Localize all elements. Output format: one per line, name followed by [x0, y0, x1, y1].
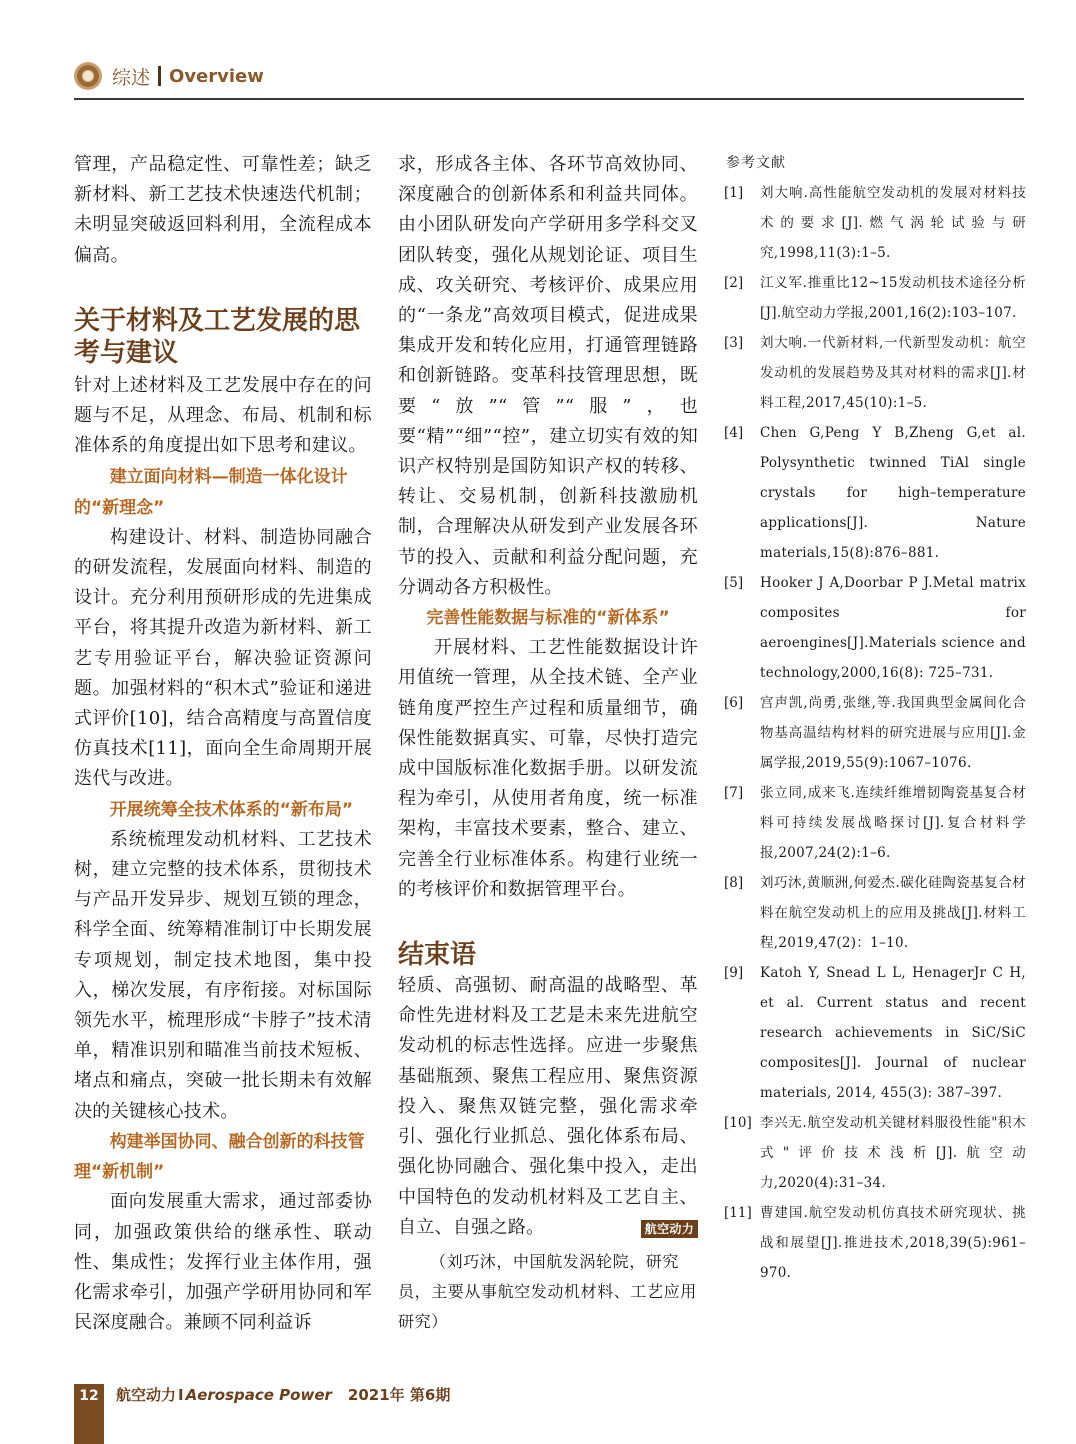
header-divider: [158, 66, 161, 86]
page-header: [74, 58, 264, 94]
reference-number: [10]: [724, 1115, 752, 1131]
paragraph-new-system: 开展材料、工艺性能数据设计许用值统一管理，从全技术链、全产业链角度严控生产过程和质量细节，确保性能数据真实、可靠，尽快打造完成中国版标准化数据手册。以研发流程为牵引，从使用者角度，统一标准架构，丰富技术要素，整合、建立、完善全行业标准体系。构建行业统一的考核评价和数据管理平台。: [398, 637, 698, 900]
reference-text: 宫声凯,尚勇,张继,等.我国典型金属间化合物基高温结构材料的研究进展与应用[J].金属学报,2019,55(9):1067–1076.: [760, 695, 1026, 771]
subheading-new-system: 完善性能数据与标准的“新体系”: [426, 608, 670, 629]
section-label-cn: 综述: [112, 66, 151, 89]
column-left: [74, 150, 372, 1338]
reference-text: Chen G,Peng Y B,Zheng G,et al. Polysynthetic twinned TiAl single crystals for high–temperature applications[J]. Nature materials,15(8):876–881.: [760, 425, 1026, 561]
reference-item: [724, 1108, 1026, 1198]
header-rule: [74, 98, 1024, 100]
footer-journal-cn: 航空动力: [116, 1386, 177, 1404]
section-heading-conclusion: 结束语: [398, 940, 477, 971]
paragraph-conclusion: [398, 971, 698, 1243]
reference-item: [724, 958, 1026, 1108]
references-section: [724, 152, 1026, 1288]
conclusion-text: 轻质、高强韧、耐高温的战略型、革命性先进材料及工艺是未来先进航空发动机的标志性选择。应进一步聚焦基础瓶颈、聚焦工程应用、聚焦资源投入、聚焦双链完整，强化需求牵引、强化行业抓总、强化体系布局、强化协同融合、强化集中投入，走出中国特色的发动机材料及工艺自主、自立、自强之路。: [398, 975, 698, 1238]
reference-text: 江义军.推重比12~15发动机技术途径分析[J].航空动力学报,2001,16(2):103–107.: [760, 275, 1026, 321]
reference-text: 张立同,成来飞.连续纤维增韧陶瓷基复合材料可持续发展战略探讨[J].复合材料学报,2007,24(2):1–6.: [760, 785, 1026, 861]
section-label-en: Overview: [169, 65, 264, 87]
reference-item: [724, 328, 1026, 418]
reference-item: [724, 868, 1026, 958]
footer-journal-en: Aerospace Power: [185, 1386, 332, 1404]
journal-logo-icon: [74, 62, 102, 90]
reference-number: [3]: [724, 335, 744, 351]
references-title: 参考文献: [726, 155, 786, 171]
reference-text: 李兴无.航空发动机关键材料服役性能"积木式"评价技术浅析[J].航空动力,2020(4):31–34.: [760, 1115, 1026, 1191]
column-middle: [398, 150, 698, 1337]
reference-number: [4]: [724, 425, 744, 441]
page-number: 12: [79, 1388, 99, 1404]
reference-text: 曹建国.航空发动机仿真技术研究现状、挑战和展望[J].推进技术,2018,39(5):961–970.: [760, 1205, 1026, 1281]
paragraph-new-mechanism: 面向发展重大需求，通过部委协同，加强政策供给的继承性、联动性、集成性；发挥行业主体作用，强化需求牵引，加强产学研用协同和军民深度融合。兼顾不同利益诉: [74, 1191, 372, 1334]
footer-journal: [116, 1384, 450, 1405]
reference-text: 刘大响.高性能航空发动机的发展对材料技术的要求[J].燃气涡轮试验与研究,1998,11(3):1–5.: [760, 185, 1026, 261]
reference-number: [1]: [724, 185, 744, 201]
paragraph-new-concept: 构建设计、材料、制造协同融合的研发流程，发展面向材料、制造的设计。充分利用预研形成的先进集成平台，将其提升改造为新材料、新工艺专用验证平台，解决验证资源问题。加强材料的“积木式”验证和递进式评价[10]，结合高精度与高置信度仿真技术[11]，面向全生命周期开展迭代与改进。: [74, 526, 372, 790]
reference-number: [11]: [724, 1205, 752, 1221]
section-heading-thoughts: 关于材料及工艺发展的思考与建议: [74, 305, 361, 368]
reference-item: [724, 1198, 1026, 1288]
reference-text: Katoh Y, Snead L L, HenagerJr C H, et al. Current status and recent research achievements in SiC/SiC composites[J]. Journal of nuclear materials, 2014, 455(3): 387–397.: [760, 965, 1026, 1101]
reference-number: [7]: [724, 785, 744, 801]
author-note: （刘巧沐，中国航发涡轮院，研究员，主要从事航空发动机材料、工艺应用研究）: [398, 1251, 697, 1331]
subheading-new-mechanism: 构建举国协同、融合创新的科技管理“新机制”: [74, 1131, 365, 1183]
paragraph-intro: 管理，产品稳定性、可靠性差；缺乏新材料、新工艺技术快速迭代机制；未明显突破返回料利用，全流程成本偏高。: [74, 154, 372, 266]
footer-issue: 2021年 第6期: [347, 1386, 451, 1404]
paragraph-mechanism-cont: 求，形成各主体、各环节高效协同、深度融合的创新体系和利益共同体。由小团队研发向产学研用多学科交叉团队转变，强化从规划论证、项目生成、攻关研究、考核评价、成果应用的“一条龙”高效项目模式，促进成果集成开发和转化应用，打通管理链路和创新链路。变革科技管理思想，既要“放”“管”“服”，也要“精”“细”“控”，建立切实有效的知识产权特别是国防知识产权的转移、转让、交易机制，创新科技激励机制，合理解决从研发到产业发展各环节的投入、贡献和利益分配问题，充分调动各方积极性。: [398, 154, 698, 598]
paragraph-new-layout: 系统梳理发动机材料、工艺技术树，建立完整的技术体系，贯彻技术与产品开发异步、规划互锁的理念，科学全面、统筹精准制订中长期发展专项规划，制定技术地图，集中投入，梯次发展，有序衔接。对标国际领先水平，梳理形成“卡脖子”技术清单，精准识别和瞄准当前技术短板、堵点和痛点，突破一批长期未有效解决的关键核心技术。: [74, 828, 372, 1122]
reference-text: Hooker J A,Doorbar P J.Metal matrix composites for aeroengines[J].Materials science and technology,2000,16(8): 725–731.: [760, 575, 1026, 681]
reference-item: [724, 268, 1026, 328]
end-mark-badge: 航空动力: [641, 1220, 698, 1238]
reference-item: [724, 418, 1026, 568]
reference-number: [2]: [724, 275, 744, 291]
reference-item: [724, 568, 1026, 688]
reference-number: [5]: [724, 575, 744, 591]
references-list: [724, 178, 1026, 1288]
reference-number: [9]: [724, 965, 744, 981]
paragraph-thoughts: 针对上述材料及工艺发展中存在的问题与不足，从理念、布局、机制和标准体系的角度提出如下思考和建议。: [74, 374, 372, 457]
reference-item: [724, 178, 1026, 268]
reference-item: [724, 688, 1026, 778]
subheading-new-layout: 开展统筹全技术体系的“新布局”: [109, 799, 354, 820]
reference-text: 刘大响.一代新材料,一代新型发动机：航空发动机的发展趋势及其对材料的需求[J].材料工程,2017,45(10):1–5.: [760, 335, 1026, 411]
reference-number: [8]: [724, 875, 744, 891]
reference-text: 刘巧沐,黄顺洲,何爱杰.碳化硅陶瓷基复合材料在航空发动机上的应用及挑战[J].材料工程,2019,47(2)：1–10.: [760, 875, 1026, 951]
subheading-new-concept: 建立面向材料—制造一体化设计的“新理念”: [74, 467, 348, 518]
reference-item: [724, 778, 1026, 868]
footer-separator: I: [178, 1386, 184, 1404]
reference-number: [6]: [724, 695, 744, 711]
